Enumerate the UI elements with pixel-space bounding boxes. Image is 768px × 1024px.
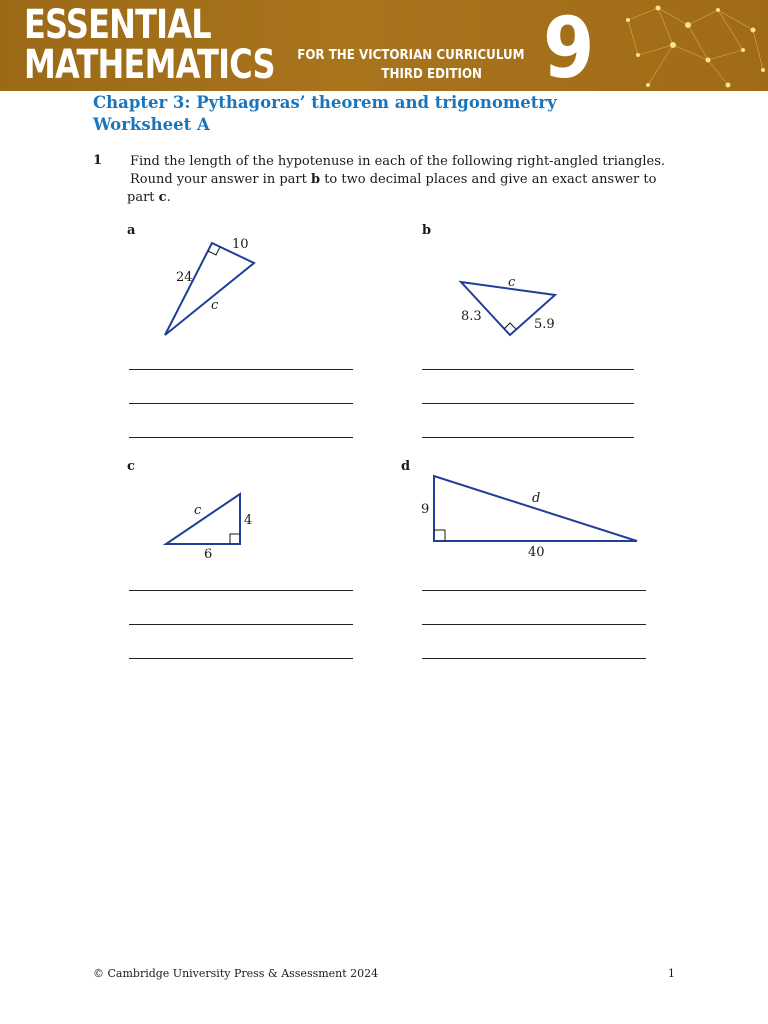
answer-line-c-3[interactable] — [129, 658, 353, 659]
hypotenuse-label-b: c — [508, 275, 516, 290]
part-ref-c: c — [158, 190, 167, 205]
hypotenuse-label-a: c — [211, 298, 219, 313]
subtitle-line-2: THIRD EDITION — [381, 66, 482, 82]
chapter-title: Chapter 3: Pythagoras’ theorem and trigonometry — [93, 93, 557, 112]
part-label-c: c — [127, 459, 135, 474]
answer-line-b-1[interactable] — [422, 369, 634, 370]
side-label-b-1: 8.3 — [461, 309, 482, 324]
answer-line-d-3[interactable] — [422, 658, 646, 659]
answer-line-b-2[interactable] — [422, 403, 634, 404]
part-ref-b: b — [310, 172, 321, 187]
answer-line-c-2[interactable] — [129, 624, 353, 625]
answer-line-a-3[interactable] — [129, 437, 353, 438]
side-label-d-2: 40 — [528, 545, 545, 560]
triangle-d — [434, 476, 637, 541]
side-label-a-2: 24 — [176, 270, 193, 285]
page-number: 1 — [668, 967, 675, 980]
question-number: 1 — [93, 153, 103, 168]
right-angle-mark-b — [504, 323, 516, 329]
side-label-a-1: 10 — [232, 237, 249, 252]
answer-line-a-2[interactable] — [129, 403, 353, 404]
answer-line-d-1[interactable] — [422, 590, 646, 591]
question-line-1: Find the length of the hypotenuse in each of the following right-angled triangles. — [130, 154, 666, 169]
worksheet-title: Worksheet A — [93, 115, 210, 134]
triangle-a — [165, 243, 254, 335]
answer-line-d-2[interactable] — [422, 624, 646, 625]
hypotenuse-label-c: c — [194, 503, 202, 518]
question-text-fragment: to two decimal places and give an exact answer to — [320, 172, 657, 187]
right-angle-mark-c — [230, 534, 240, 544]
side-label-c-1: 4 — [244, 513, 253, 528]
right-angle-mark-d — [434, 530, 445, 541]
side-label-d-1: 9 — [421, 502, 430, 517]
part-label-d: d — [401, 459, 411, 474]
brand-line-1: ESSENTIAL — [24, 2, 211, 48]
question-text-fragment: part — [127, 190, 159, 205]
question-text-fragment: Round your answer in part — [130, 172, 311, 187]
part-label-a: a — [127, 223, 136, 238]
part-label-b: b — [422, 223, 432, 238]
question-text-fragment: . — [166, 190, 171, 205]
copyright-notice: © Cambridge University Press & Assessment 2024 — [93, 967, 379, 980]
side-label-b-2: 5.9 — [534, 317, 555, 332]
brand-line-2: MATHEMATICS — [24, 42, 275, 88]
year-level: 9 — [543, 0, 595, 91]
answer-line-a-1[interactable] — [129, 369, 353, 370]
triangle-c — [166, 494, 240, 544]
subtitle-line-1: FOR THE VICTORIAN CURRICULUM — [297, 47, 525, 63]
answer-line-b-3[interactable] — [422, 437, 634, 438]
side-label-c-2: 6 — [204, 547, 213, 562]
answer-line-c-1[interactable] — [129, 590, 353, 591]
hypotenuse-label-d: d — [532, 491, 541, 506]
